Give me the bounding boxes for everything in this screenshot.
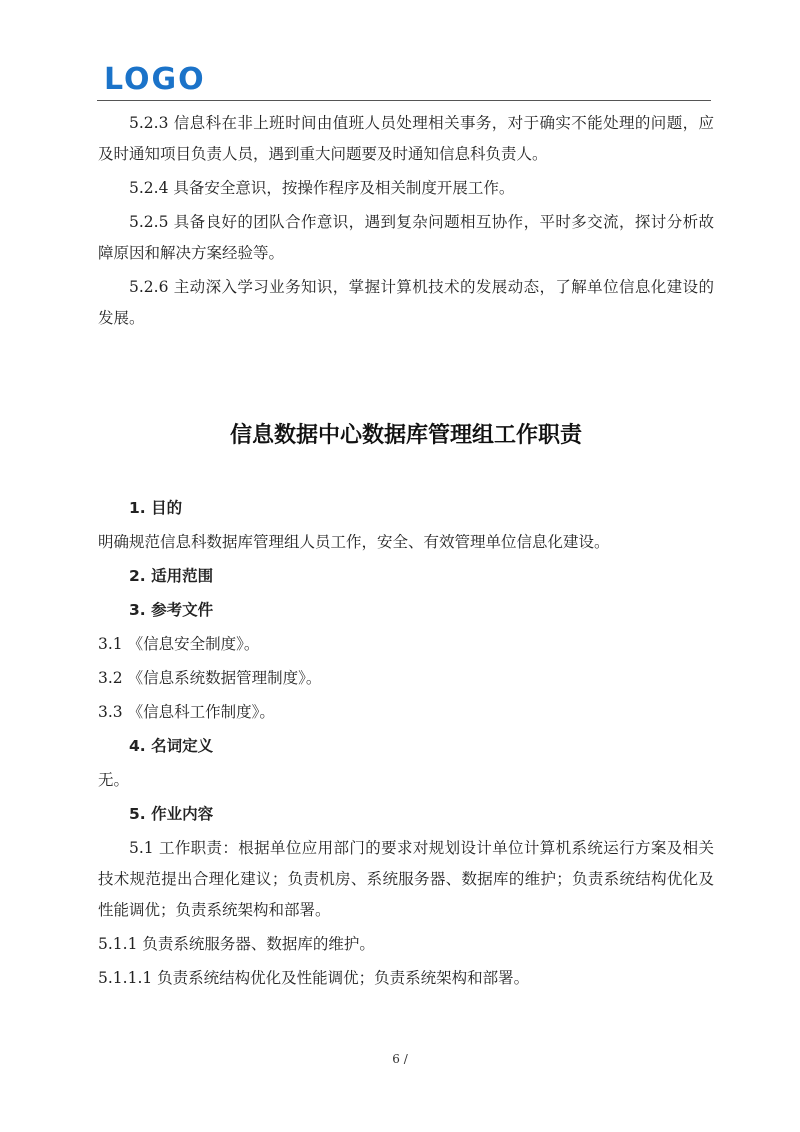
section-heading-work-content: 5. 作业内容: [129, 805, 214, 823]
paragraph-5-2-3: 5.2.3 信息科在非上班时间由值班人员处理相关事务，对于确实不能处理的问题，应及时通知项目负责人员，遇到重大问题要及时通知信息科负责人。: [98, 114, 714, 163]
header-divider: [97, 100, 711, 101]
paragraph-5-2-5: 5.2.5 具备良好的团队合作意识，遇到复杂问题相互协作，平时多交流，探讨分析故障原因和解决方案经验等。: [98, 213, 714, 262]
reference-item: 3.3 《信息科工作制度》。: [98, 703, 275, 721]
logo: LOGO: [104, 62, 206, 97]
section-heading-references: 3. 参考文件: [129, 601, 214, 619]
page-number: 6 /: [392, 1052, 408, 1066]
work-content-item: 5.1.1 负责系统服务器、数据库的维护。: [98, 935, 375, 953]
section-heading-definitions: 4. 名词定义: [129, 737, 214, 755]
document-title: 信息数据中心数据库管理组工作职责: [229, 423, 582, 448]
work-content-item: 5.1 工作职责：根据单位应用部门的要求对规划设计单位计算机系统运行方案及相关技术规范提出合理化建议；负责机房、系统服务器、数据库的维护；负责系统结构优化及性能调优；负责系统架构和部署。: [98, 839, 714, 919]
paragraph-5-2-6: 5.2.6 主动深入学习业务知识，掌握计算机技术的发展动态，了解单位信息化建设的发展。: [98, 278, 714, 327]
section-heading-purpose: 1. 目的: [129, 499, 183, 517]
section-heading-scope: 2. 适用范围: [129, 567, 214, 585]
section-text-definitions: 无。: [98, 771, 130, 789]
work-content-item: 5.1.1.1 负责系统结构优化及性能调优；负责系统架构和部署。: [98, 969, 530, 987]
document-body: [98, 108, 714, 997]
reference-item: 3.1 《信息安全制度》。: [98, 635, 260, 653]
paragraph-5-2-4: 5.2.4 具备安全意识，按操作程序及相关制度开展工作。: [129, 179, 515, 197]
section-text-purpose: 明确规范信息科数据库管理组人员工作，安全、有效管理单位信息化建设。: [98, 533, 610, 551]
reference-item: 3.2 《信息系统数据管理制度》。: [98, 669, 322, 687]
